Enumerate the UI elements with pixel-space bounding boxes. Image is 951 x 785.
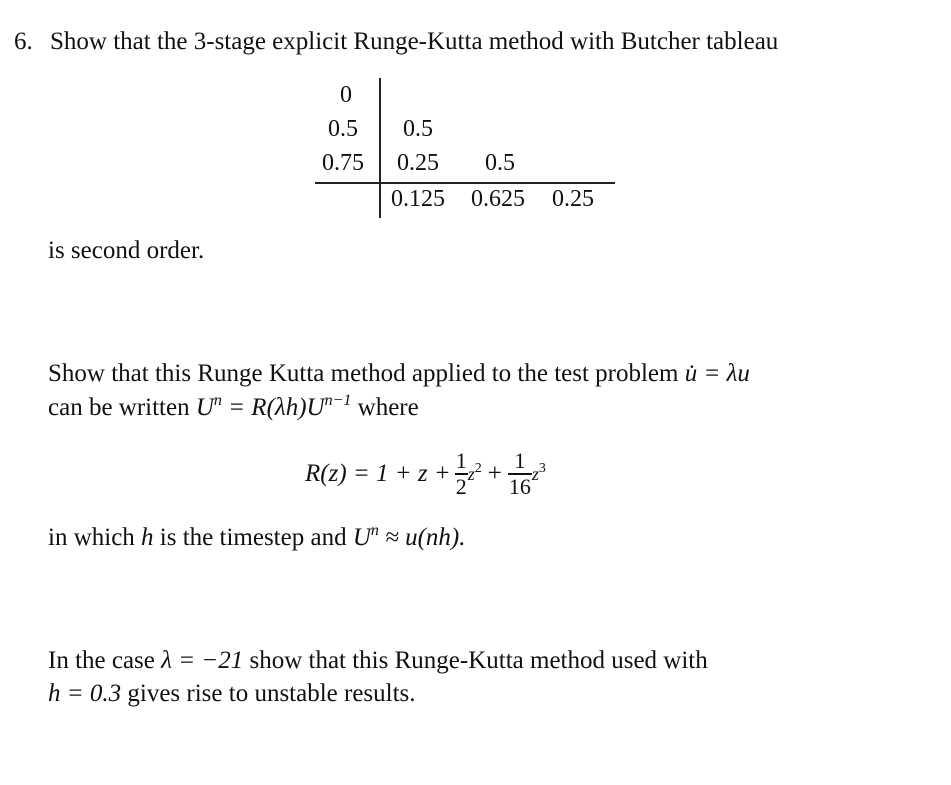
part2-line2-suffix: where (357, 394, 419, 421)
part2-line1 (48, 360, 750, 388)
z-cubed (531, 460, 546, 485)
tableau-b2: 0.625 (471, 186, 525, 212)
approx-sup-n: n (370, 522, 379, 539)
fraction-one-half (455, 449, 468, 499)
frac1-den: 2 (455, 473, 467, 499)
butcher-tableau (315, 78, 615, 218)
tableau-a32: 0.5 (485, 150, 515, 176)
tableau-c1: 0 (340, 82, 352, 108)
tableau-horizontal-rule (315, 182, 615, 184)
part2-text: Show that this Runge Kutta method applied to the test problem (48, 360, 679, 387)
tableau-c2: 0.5 (328, 116, 358, 142)
part3-line2 (48, 680, 416, 708)
frac2-den: 16 (508, 473, 531, 499)
tableau-c3: 0.75 (322, 150, 364, 176)
timestep-h: h (141, 524, 154, 551)
tableau-a21: 0.5 (403, 116, 433, 142)
part3-line2-suffix: gives rise to unstable results. (127, 680, 416, 707)
fraction-one-sixteenth (508, 449, 532, 499)
test-problem-equation: u̇ = λu (684, 360, 750, 387)
stability-function-formula (305, 444, 546, 504)
tableau-b1: 0.125 (391, 186, 445, 212)
recurrence-equation (196, 394, 352, 421)
tableau-a31: 0.25 (397, 150, 439, 176)
timestep-prefix: in which (48, 524, 135, 551)
part3-suffix: show that this Runge-Kutta method used with (249, 647, 708, 674)
z2-exp: 2 (474, 460, 482, 476)
timestep-mid: is the timestep and (159, 524, 347, 551)
eq-U: U (195, 394, 214, 421)
frac1-num: 1 (455, 448, 467, 474)
problem-number: 6. (14, 28, 33, 55)
second-order-text: is second order. (48, 237, 205, 264)
formula-lhs: R(z) = 1 + z + (305, 460, 451, 487)
part2-line2-prefix: can be written (48, 394, 190, 421)
z3-exp: 3 (538, 460, 546, 476)
z3-base: z (531, 463, 539, 484)
eq-sup-n-1: n−1 (324, 392, 352, 409)
approximation-equation (353, 524, 466, 551)
eq-mid: = R(λh)U (221, 394, 325, 421)
approx-U: U (352, 524, 371, 551)
z2-base: z (467, 463, 475, 484)
timestep-line (48, 524, 466, 552)
part3-line1 (48, 647, 708, 675)
frac2-num: 1 (514, 448, 526, 474)
z-squared (467, 460, 482, 485)
tableau-b3: 0.25 (552, 186, 594, 212)
h-value: h = 0.3 (48, 680, 122, 707)
part3-prefix: In the case (48, 647, 155, 674)
lambda-value: λ = −21 (161, 647, 244, 674)
problem-intro: Show that the 3-stage explicit Runge-Kutta method with Butcher tableau (50, 28, 779, 55)
part2-line2 (48, 394, 419, 422)
approx-rhs: ≈ u(nh). (378, 524, 466, 551)
tableau-vertical-rule (379, 78, 381, 218)
formula-plus: + (487, 460, 502, 487)
eq-sup-n: n (213, 392, 222, 409)
